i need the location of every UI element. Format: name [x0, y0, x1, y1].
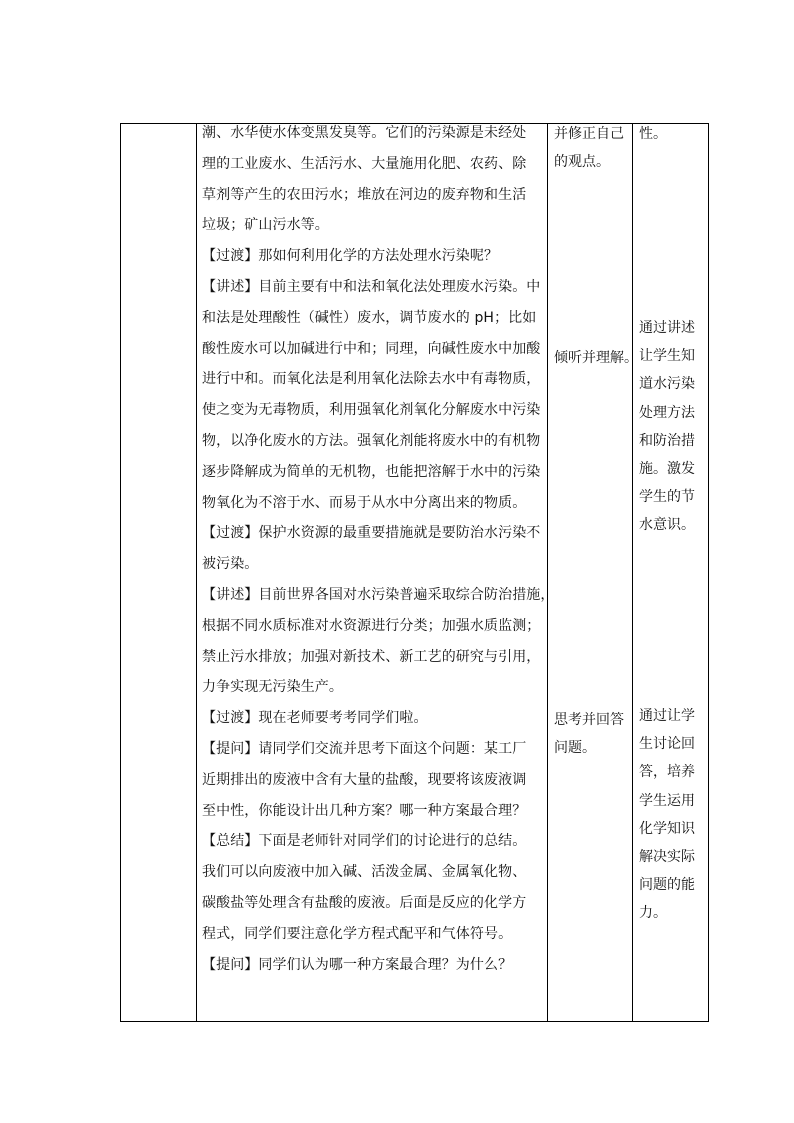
text-line: 物氧化为不溶于水、而易于从水中分离出来的物质。 — [202, 494, 527, 511]
text-line: 和防治措 — [639, 432, 695, 449]
text-line: 【讲述】目前主要有中和法和氧化法处理废水污染。中 — [202, 278, 541, 295]
text-line: 程式，同学们要注意化学方程式配平和气体符号。 — [202, 925, 513, 942]
text-line: 垃圾；矿山污水等。 — [202, 217, 329, 234]
text-line: 【过渡】保护水资源的最重要措施就是要防治水污染不 — [202, 525, 541, 542]
student-activity-cell — [548, 124, 638, 1022]
design-intent-cell — [633, 124, 709, 1022]
text-line: 禁止污水排放；加强对新技术、新工艺的研究与引用， — [202, 648, 541, 665]
text-line: 【过渡】现在老师要考考同学们啦。 — [202, 710, 428, 727]
text-line: 进行中和。而氧化法是利用氧化法除去水中有毒物质， — [202, 371, 541, 388]
stage-cell — [121, 124, 197, 1022]
teacher-activity-text — [202, 118, 555, 980]
text-line: 物，以净化废水的方法。强氧化剂能将废水中的有机物 — [202, 432, 541, 449]
text-line: 潮、水华使水体变黑发臭等。它们的污染源是未经处 — [202, 125, 527, 141]
text-line: 至中性，你能设计出几种方案？哪一种方案最合理？ — [202, 802, 527, 819]
text-line: 力争实现无污染生产。 — [202, 679, 343, 696]
text-line: 学生的节 — [639, 489, 695, 506]
text-line: 【总结】下面是老师针对同学们的讨论进行的总结。 — [202, 833, 527, 850]
text-line: 倾听并理解。 — [554, 350, 638, 366]
text-line: 道水污染 — [639, 376, 695, 393]
text-line: 理的工业废水、生活污水、大量施用化肥、农药、除 — [202, 155, 527, 172]
text-line: 【讲述】目前世界各国对水污染普遍采取综合防治措施， — [202, 586, 555, 603]
text-line: 使之变为无毒物质，利用强氧化剂氧化分解废水中污染 — [202, 402, 541, 419]
design-intent-block-1 — [639, 120, 667, 148]
text-line: 思考并回答 — [554, 712, 624, 728]
text-line: 施。激发 — [639, 461, 695, 478]
text-line: 学生运用 — [639, 792, 695, 809]
student-activity-block-3 — [554, 706, 624, 762]
text-line: 草剂等产生的农田污水；堆放在河边的废弃物和生活 — [202, 186, 527, 203]
text-line: 根据不同水质标准对水资源进行分类；加强水质监测； — [202, 617, 541, 634]
student-activity-block-2 — [554, 344, 638, 372]
text-line: 的观点。 — [554, 154, 610, 170]
text-line: 被污染。 — [202, 556, 259, 573]
student-activity-block-1 — [554, 120, 624, 176]
text-line: 并修正自己 — [554, 126, 624, 142]
text-line: 水意识。 — [639, 517, 695, 534]
text-line: 酸性废水可以加碱进行中和；同理，向碱性废水中加酸 — [202, 340, 541, 357]
text-line: 和法是处理酸性（碱性）废水，调节废水的 pH；比如 — [202, 309, 537, 326]
text-line: 【提问】同学们认为哪一种方案最合理？为什么？ — [202, 956, 513, 973]
table-row — [121, 124, 709, 1022]
text-line: 问题。 — [554, 740, 596, 756]
lesson-plan-table — [120, 123, 709, 1022]
text-line: 生讨论回 — [639, 736, 695, 753]
text-line: 性。 — [639, 126, 667, 142]
text-line: 通过让学 — [639, 708, 695, 724]
text-line: 【过渡】那如何利用化学的方法处理水污染呢？ — [202, 248, 499, 265]
text-line: 答，培养 — [639, 764, 695, 781]
text-line: 【提问】请同学们交流并思考下面这个问题：某工厂 — [202, 740, 527, 757]
text-line: 化学知识 — [639, 820, 695, 837]
teacher-activity-cell — [197, 124, 555, 1022]
text-line: 解决实际 — [639, 849, 695, 866]
design-intent-block-2 — [639, 314, 695, 540]
design-intent-block-3 — [639, 702, 695, 928]
text-line: 我们可以向废液中加入碱、活泼金属、金属氧化物、 — [202, 864, 527, 881]
text-line: 问题的能 — [639, 877, 695, 894]
text-line: 处理方法 — [639, 404, 695, 421]
text-line: 碳酸盐等处理含有盐酸的废液。后面是反应的化学方 — [202, 894, 527, 911]
text-line: 近期排出的废液中含有大量的盐酸，现要将该废液调 — [202, 771, 527, 788]
text-line: 通过讲述 — [639, 320, 695, 336]
text-line: 逐步降解成为简单的无机物，也能把溶解于水中的污染 — [202, 463, 541, 480]
text-line: 力。 — [639, 905, 667, 922]
text-line: 让学生知 — [639, 348, 695, 365]
